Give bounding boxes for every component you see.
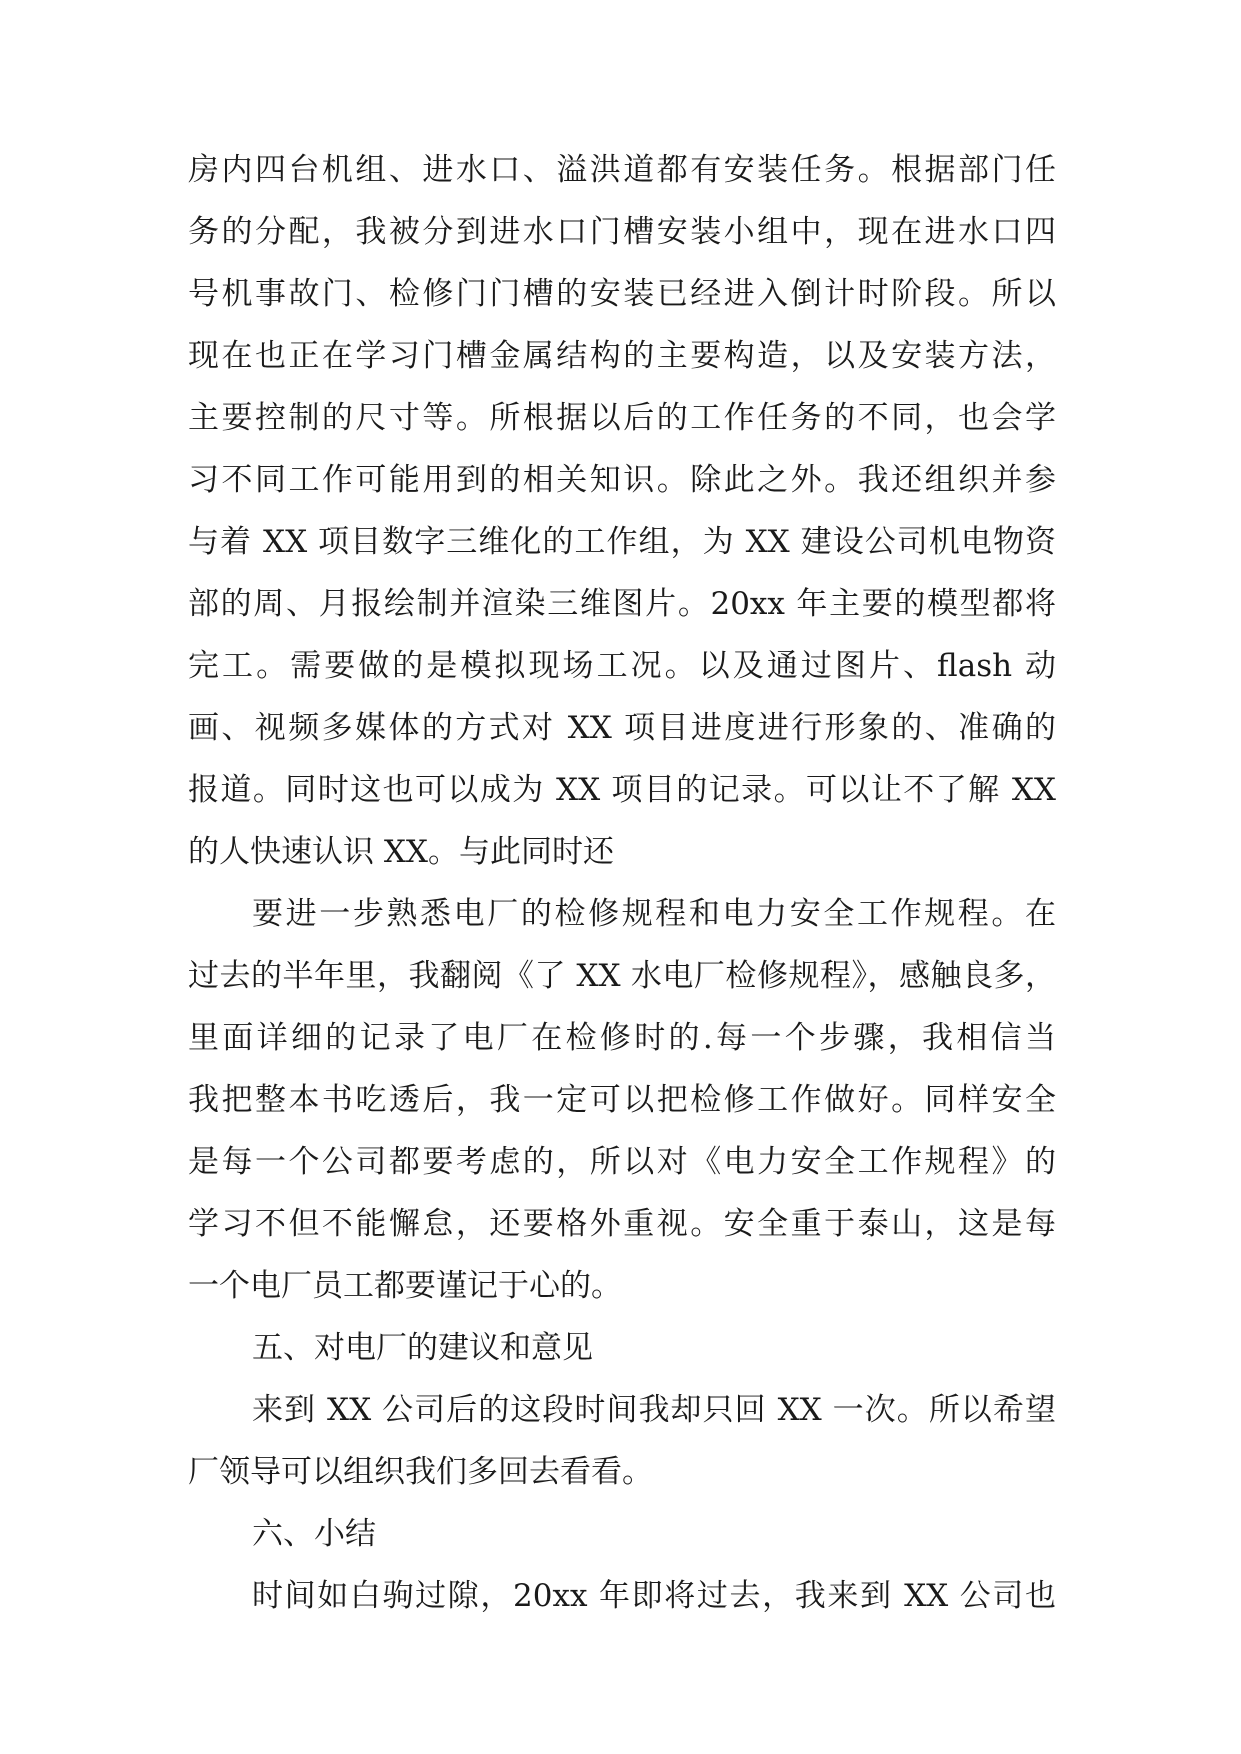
text-line: 学习不但不能懈怠，还要格外重视。安全重于泰山，这是每 xyxy=(188,1206,1056,1242)
text-line: 主要控制的尺寸等。所根据以后的工作任务的不同，也会学 xyxy=(188,400,1056,436)
text-line: 时间如白驹过隙，20xx 年即将过去，我来到 XX 公司也 xyxy=(252,1578,1056,1614)
text-line: 部的周、月报绘制并渲染三维图片。20xx 年主要的模型都将 xyxy=(188,586,1056,622)
text-line: 五、对电厂的建议和意见 xyxy=(252,1330,593,1366)
text-line: 报道。同时这也可以成为 XX 项目的记录。可以让不了解 XX xyxy=(188,772,1056,808)
text-line: 要进一步熟悉电厂的检修规程和电力安全工作规程。在 xyxy=(252,896,1056,932)
text-line: 号机事故门、检修门门槽的安装已经进入倒计时阶段。所以 xyxy=(188,276,1056,312)
text-line: 画、视频多媒体的方式对 XX 项目进度进行形象的、准确的 xyxy=(188,710,1056,746)
text-line: 我把整本书吃透后，我一定可以把检修工作做好。同样安全 xyxy=(188,1082,1056,1118)
text-line: 现在也正在学习门槽金属结构的主要构造，以及安装方法， xyxy=(188,338,1056,374)
text-line: 的人快速认识 XX。与此同时还 xyxy=(188,834,614,870)
text-line: 厂领导可以组织我们多回去看看。 xyxy=(188,1454,653,1490)
text-line: 是每一个公司都要考虑的，所以对《电力安全工作规程》的 xyxy=(188,1144,1056,1180)
text-line: 习不同工作可能用到的相关知识。除此之外。我还组织并参 xyxy=(188,462,1056,498)
text-line: 来到 XX 公司后的这段时间我却只回 XX 一次。所以希望 xyxy=(252,1392,1056,1428)
text-line: 与着 XX 项目数字三维化的工作组，为 XX 建设公司机电物资 xyxy=(188,524,1056,560)
text-line: 房内四台机组、进水口、溢洪道都有安装任务。根据部门任 xyxy=(188,152,1056,188)
text-line: 过去的半年里，我翻阅《了 XX 水电厂检修规程》，感触良多， xyxy=(188,958,1056,994)
text-line: 一个电厂员工都要谨记于心的。 xyxy=(188,1268,622,1304)
text-line: 务的分配，我被分到进水口门槽安装小组中，现在进水口四 xyxy=(188,214,1056,250)
text-line: 里面详细的记录了电厂在检修时的.每一个步骤，我相信当 xyxy=(188,1020,1056,1056)
text-line: 六、小结 xyxy=(252,1516,376,1552)
text-line: 完工。需要做的是模拟现场工况。以及通过图片、flash 动 xyxy=(188,648,1056,684)
document-body xyxy=(188,139,1056,1627)
